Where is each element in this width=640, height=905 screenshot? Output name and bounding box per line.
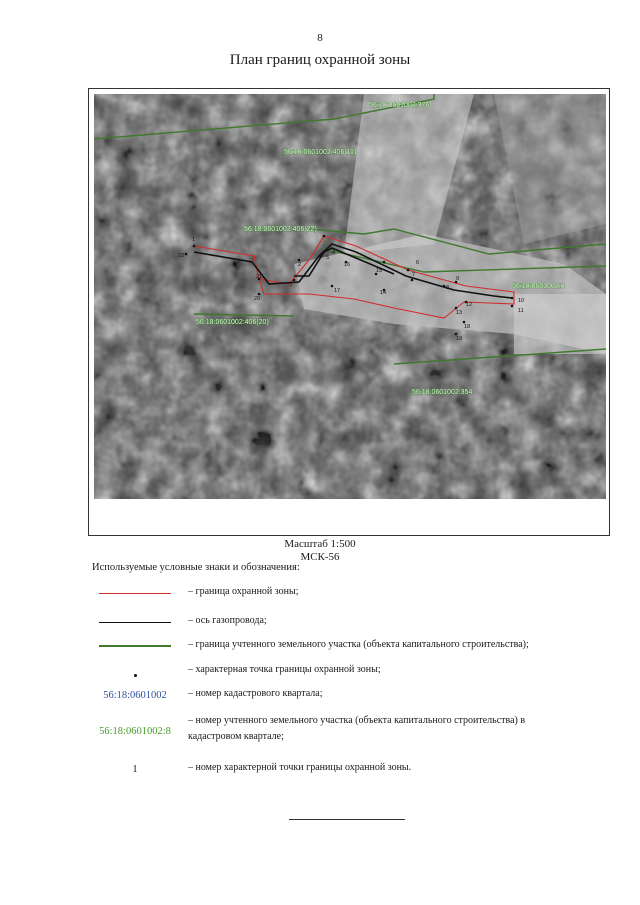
black-line-icon	[99, 622, 171, 623]
parcel-label: 56:18:0601002:354	[412, 389, 473, 396]
point-dot-icon	[134, 674, 137, 677]
legend-symbol	[92, 584, 178, 602]
point-label: 8	[446, 285, 450, 291]
legend-text: – граница охранной зоны;	[188, 586, 299, 597]
parcel-label: 56:18:0601002:406(11)	[284, 149, 357, 156]
legend-text: – ось газопровода;	[188, 615, 267, 626]
point-label: 16	[344, 262, 351, 268]
point-label: 19	[456, 336, 463, 342]
quarter-code-sample: 56:18:0601002	[103, 689, 167, 701]
green-line-icon	[99, 645, 171, 647]
scale-value: Масштаб 1:500	[284, 538, 356, 550]
legend-item-zone-boundary	[92, 584, 612, 604]
legend-text: – граница учтенного земельного участка (объекта капитального строительства);	[188, 639, 529, 650]
point-label: 21	[256, 274, 263, 280]
point-label: 4	[332, 250, 336, 256]
point-label: 10	[518, 298, 525, 304]
map-frame	[88, 88, 610, 536]
legend-heading: Используемые условные знаки и обозначения:	[92, 562, 300, 573]
parcel-code-sample: 56:18:0601002:8	[99, 725, 171, 737]
point-label: 1	[192, 237, 196, 243]
legend-item-quarter-code	[92, 686, 612, 706]
page-title: План границ охранной зоны	[229, 52, 411, 68]
legend-item-point-number	[92, 760, 612, 780]
parcel-label: 56:18:0601002:406(22)	[244, 226, 317, 233]
point-label: 2	[298, 262, 302, 268]
point-label: 20	[254, 296, 261, 302]
point-label: 22	[178, 253, 185, 259]
legend-item-parcel-boundary	[92, 637, 612, 657]
page-number: 8	[317, 32, 323, 44]
parcel-label: 56:18:0601002:376	[369, 102, 430, 109]
point-label: 9	[456, 276, 460, 282]
point-label: 15	[376, 268, 383, 274]
point-label: 5	[326, 255, 330, 261]
point-number-sample: 1	[132, 763, 138, 775]
signature-line	[289, 819, 405, 820]
legend-symbol	[92, 666, 178, 684]
legend-symbol	[92, 613, 178, 631]
aerial-map	[94, 94, 606, 499]
red-line-icon	[99, 593, 171, 594]
point-label: 14	[380, 290, 387, 296]
legend-item-parcel-code	[92, 713, 612, 749]
point-label: 17	[334, 288, 341, 294]
legend-text: – номер характерной точки границы охранной зоны.	[188, 762, 412, 773]
coordinate-system: МСК-56	[300, 551, 340, 563]
legend-item-characteristic-point	[92, 662, 612, 682]
legend-text: – характерная точка границы охранной зоны;	[188, 664, 381, 675]
point-label: 11	[518, 308, 524, 314]
parcel-label: 56:18:0601002:406(20)	[196, 319, 269, 326]
legend-text: – номер учтенного земельного участка (объекта капитального строительства) в кадастровом квартале;	[188, 715, 526, 742]
yard-area	[514, 294, 606, 354]
legend-item-pipeline-axis	[92, 613, 612, 633]
scale-block	[0, 538, 640, 564]
point-label: 13	[456, 310, 463, 316]
point-label: 7	[412, 272, 416, 278]
parcel-label: 56:18:0601002:8	[512, 283, 565, 290]
point-label: 18	[464, 324, 471, 330]
legend-text: – номер кадастрового квартала;	[188, 688, 323, 699]
point-label: 12	[466, 302, 473, 308]
point-label: 3	[289, 282, 293, 288]
legend-symbol	[92, 637, 178, 655]
point-label: 6	[416, 260, 420, 266]
